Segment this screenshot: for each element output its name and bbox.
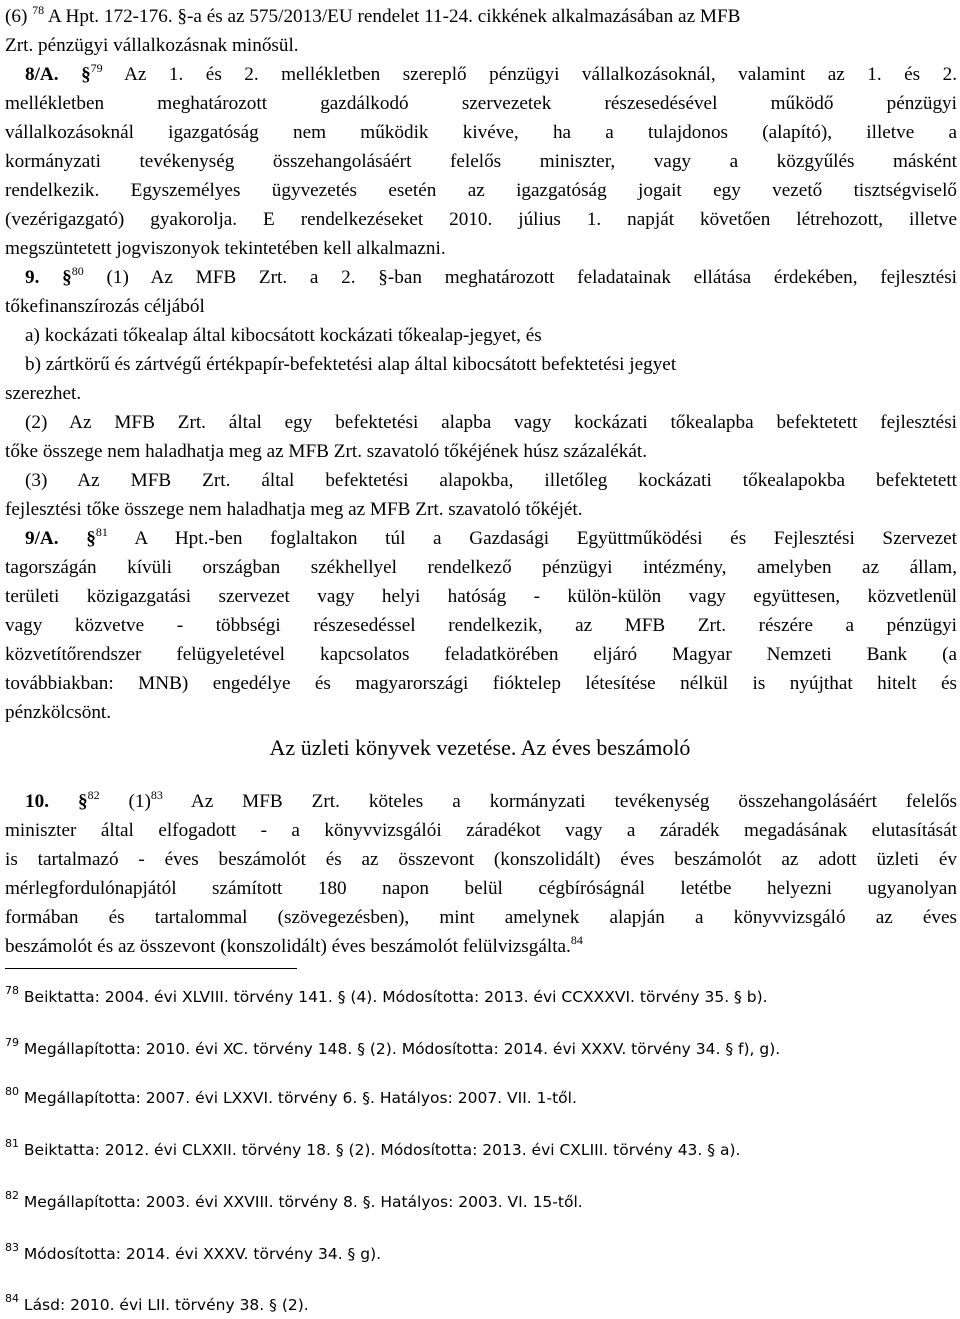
section-sign: § <box>62 267 72 288</box>
section-9-line-1 <box>25 263 957 292</box>
section-number: 10. <box>25 791 49 812</box>
footnote-83 <box>5 1240 945 1265</box>
footnote-ref-78[interactable]: 78 <box>32 2 45 17</box>
footnote-number: 79 <box>5 1035 19 1049</box>
section-text: Az 1. és 2. mellékletben szereplő pénzügyi vállalkozásoknál, valamint az 1. és 2. <box>102 64 957 85</box>
footnote-number: 78 <box>5 983 19 997</box>
section-number: 9. <box>25 267 40 288</box>
footnote-text: Lásd: 2010. évi LII. törvény 38. § (2). <box>19 1296 309 1314</box>
section-8a-line-3: vállalkozásoknál igazgatóság nem működik kivéve, ha a tulajdonos (alapító), illetve a <box>5 122 957 143</box>
section-10-line-3: is tartalmazó - éves beszámolót és az összevont (konszolidált) éves beszámolót az adott üzleti év <box>5 849 957 870</box>
footnote-ref-82[interactable]: 82 <box>87 787 100 802</box>
footnote-text: Beiktatta: 2012. évi CLXXII. törvény 18. § (2). Módosította: 2013. évi CXLIII. törvény 43. § a). <box>19 1141 741 1159</box>
footnote-82 <box>5 1188 945 1213</box>
section-text: A Hpt.-ben foglaltakon túl a Gazdasági Együttműködési és Fejlesztési Szervezet <box>107 528 957 549</box>
section-9a-line-4: vagy közvetve - többségi részesedéssel rendelkezik, az MFB Zrt. részére a pénzügyi <box>5 615 957 636</box>
section-9a-line-1 <box>25 524 957 553</box>
footnote-ref-79[interactable]: 79 <box>90 60 103 75</box>
paragraph-6-line-1 <box>5 2 957 31</box>
footnote-number: 80 <box>5 1084 19 1098</box>
section-9-line-end: szerezhet. <box>5 383 82 404</box>
section-9-item-b: b) zártkörű és zártvégű értékpapír-befektetési alap által kibocsátott befektetési jegyet <box>25 354 677 375</box>
section-text: (1) Az MFB Zrt. a 2. §-ban meghatározott feladatainak ellátása érdekében, fejlesztési <box>83 267 958 288</box>
footnote-ref-81[interactable]: 81 <box>95 524 108 539</box>
section-8a-line-1 <box>25 60 957 89</box>
footnote-84 <box>5 1291 945 1316</box>
footnote-text: Megállapította: 2007. évi LXXVI. törvény 6. §. Hatályos: 2007. VII. 1-től. <box>19 1089 577 1107</box>
footnote-ref-84[interactable]: 84 <box>570 932 583 947</box>
footnote-text: Módosította: 2014. évi XXXV. törvény 34. § g). <box>19 1245 382 1263</box>
section-sign: § <box>81 64 91 85</box>
footnote-text: Beiktatta: 2004. évi XLVIII. törvény 141. § (4). Módosította: 2013. évi CCXXXVI. törvény 35. § b). <box>19 988 768 1006</box>
footnote-number: 84 <box>5 1291 19 1305</box>
section-sign: § <box>77 791 88 812</box>
section-9a-line-2: tagországán kívüli országban székhellyel rendelkező pénzügyi intézmény, amelyben az állam, <box>5 557 957 578</box>
paragraph-number: (6) <box>5 6 33 27</box>
section-number: 8/A. <box>25 64 59 85</box>
section-9a-line-7: pénzkölcsönt. <box>5 702 112 723</box>
section-9a-line-6: továbbiakban: MNB) engedélye és magyarországi fióktelep létesítése nélkül is nyújthat hitelt és <box>5 673 957 694</box>
footnote-81 <box>5 1136 945 1161</box>
footnote-text: Megállapította: 2010. évi XC. törvény 148. § (2). Módosította: 2014. évi XXXV. törvény 34. § f), g). <box>19 1040 781 1058</box>
section-9-p2-line-1: (2) Az MFB Zrt. által egy befektetési alapba vagy kockázati tőkealapba befektetett fejlesztési <box>25 412 957 433</box>
section-10-line-2: miniszter által elfogadott - a könyvvizsgálói záradékot vagy a záradék megadásának elutasítását <box>5 820 957 841</box>
paragraph-number: (1) <box>99 791 151 812</box>
section-9a-line-5: közvetítőrendszer felügyeletével kapcsolatos feladatkörében eljáró Magyar Nemzeti Bank (a <box>5 644 957 665</box>
paragraph-6-line-2: Zrt. pénzügyi vállalkozásnak minősül. <box>5 35 299 56</box>
section-9-item-a: a) kockázati tőkealap által kibocsátott kockázati tőkealap-jegyet, és <box>25 325 542 346</box>
footnote-number: 81 <box>5 1136 19 1150</box>
section-9-line-2: tőkefinanszírozás céljából <box>5 296 205 317</box>
section-9-p3-line-2: fejlesztési tőke összege nem haladhatja meg az MFB Zrt. szavatoló tőkéjét. <box>5 499 583 520</box>
footnote-80 <box>5 1084 945 1109</box>
section-10-line-4: mérlegfordulónapjától számított 180 napon belül cégbíróságnál letétbe helyezni ugyanolyan <box>5 878 957 899</box>
section-10-line-6 <box>5 932 957 961</box>
section-8a-line-2: mellékletben meghatározott gazdálkodó szervezetek részesedésével működő pénzügyi <box>5 93 957 114</box>
footnote-79 <box>5 1035 945 1060</box>
section-9-p2-line-2: tőke összege nem haladhatja meg az MFB Zrt. szavatoló tőkéjének húsz százalékát. <box>5 441 648 462</box>
section-9-p3-line-1: (3) Az MFB Zrt. által befektetési alapokba, illetőleg kockázati tőkealapokba befektetett <box>25 470 957 491</box>
footnote-separator <box>5 968 297 969</box>
section-sign: § <box>86 528 96 549</box>
paragraph-text: A Hpt. 172-176. §-a és az 575/2013/EU rendelet 11-24. cikkének alkalmazásában az MFB <box>44 6 741 27</box>
footnote-ref-80[interactable]: 80 <box>71 263 84 278</box>
section-number: 9/A. <box>25 528 59 549</box>
section-10-line-1 <box>25 787 957 816</box>
footnote-number: 82 <box>5 1188 19 1202</box>
section-8a-line-6: (vezérigazgató) gyakorolja. E rendelkezéseket 2010. július 1. napját követően létrehozott, illetve <box>5 209 957 230</box>
section-text: Az MFB Zrt. köteles a kormányzati tevékenység összehangolásáért felelős <box>162 791 958 812</box>
section-8a-line-4: kormányzati tevékenység összehangolásáért felelős miniszter, vagy a közgyűlés másként <box>5 151 957 172</box>
section-text: beszámolót és az összevont (konszolidált) éves beszámolót felülvizsgálta. <box>5 936 571 957</box>
footnote-78 <box>5 983 945 1008</box>
section-10-line-5: formában és tartalommal (szövegezésben), mint amelynek alapján a könyvvizsgáló az éves <box>5 907 957 928</box>
section-8a-line-7: megszüntetett jogviszonyok tekintetében kell alkalmazni. <box>5 238 446 259</box>
footnote-text: Megállapította: 2003. évi XXVIII. törvény 8. §. Hatályos: 2003. VI. 15-től. <box>19 1193 583 1211</box>
footnote-number: 83 <box>5 1240 19 1254</box>
section-8a-line-5: rendelkezik. Egyszemélyes ügyvezetés esetén az igazgatóság jogait egy vezető tisztségviselő <box>5 180 957 201</box>
section-heading: Az üzleti könyvek vezetése. Az éves beszámoló <box>269 735 691 760</box>
section-9a-line-3: területi közigazgatási szervezet vagy helyi hatóság - külön-külön vagy együttesen, közvetlenül <box>5 586 957 607</box>
footnote-ref-83[interactable]: 83 <box>150 787 163 802</box>
